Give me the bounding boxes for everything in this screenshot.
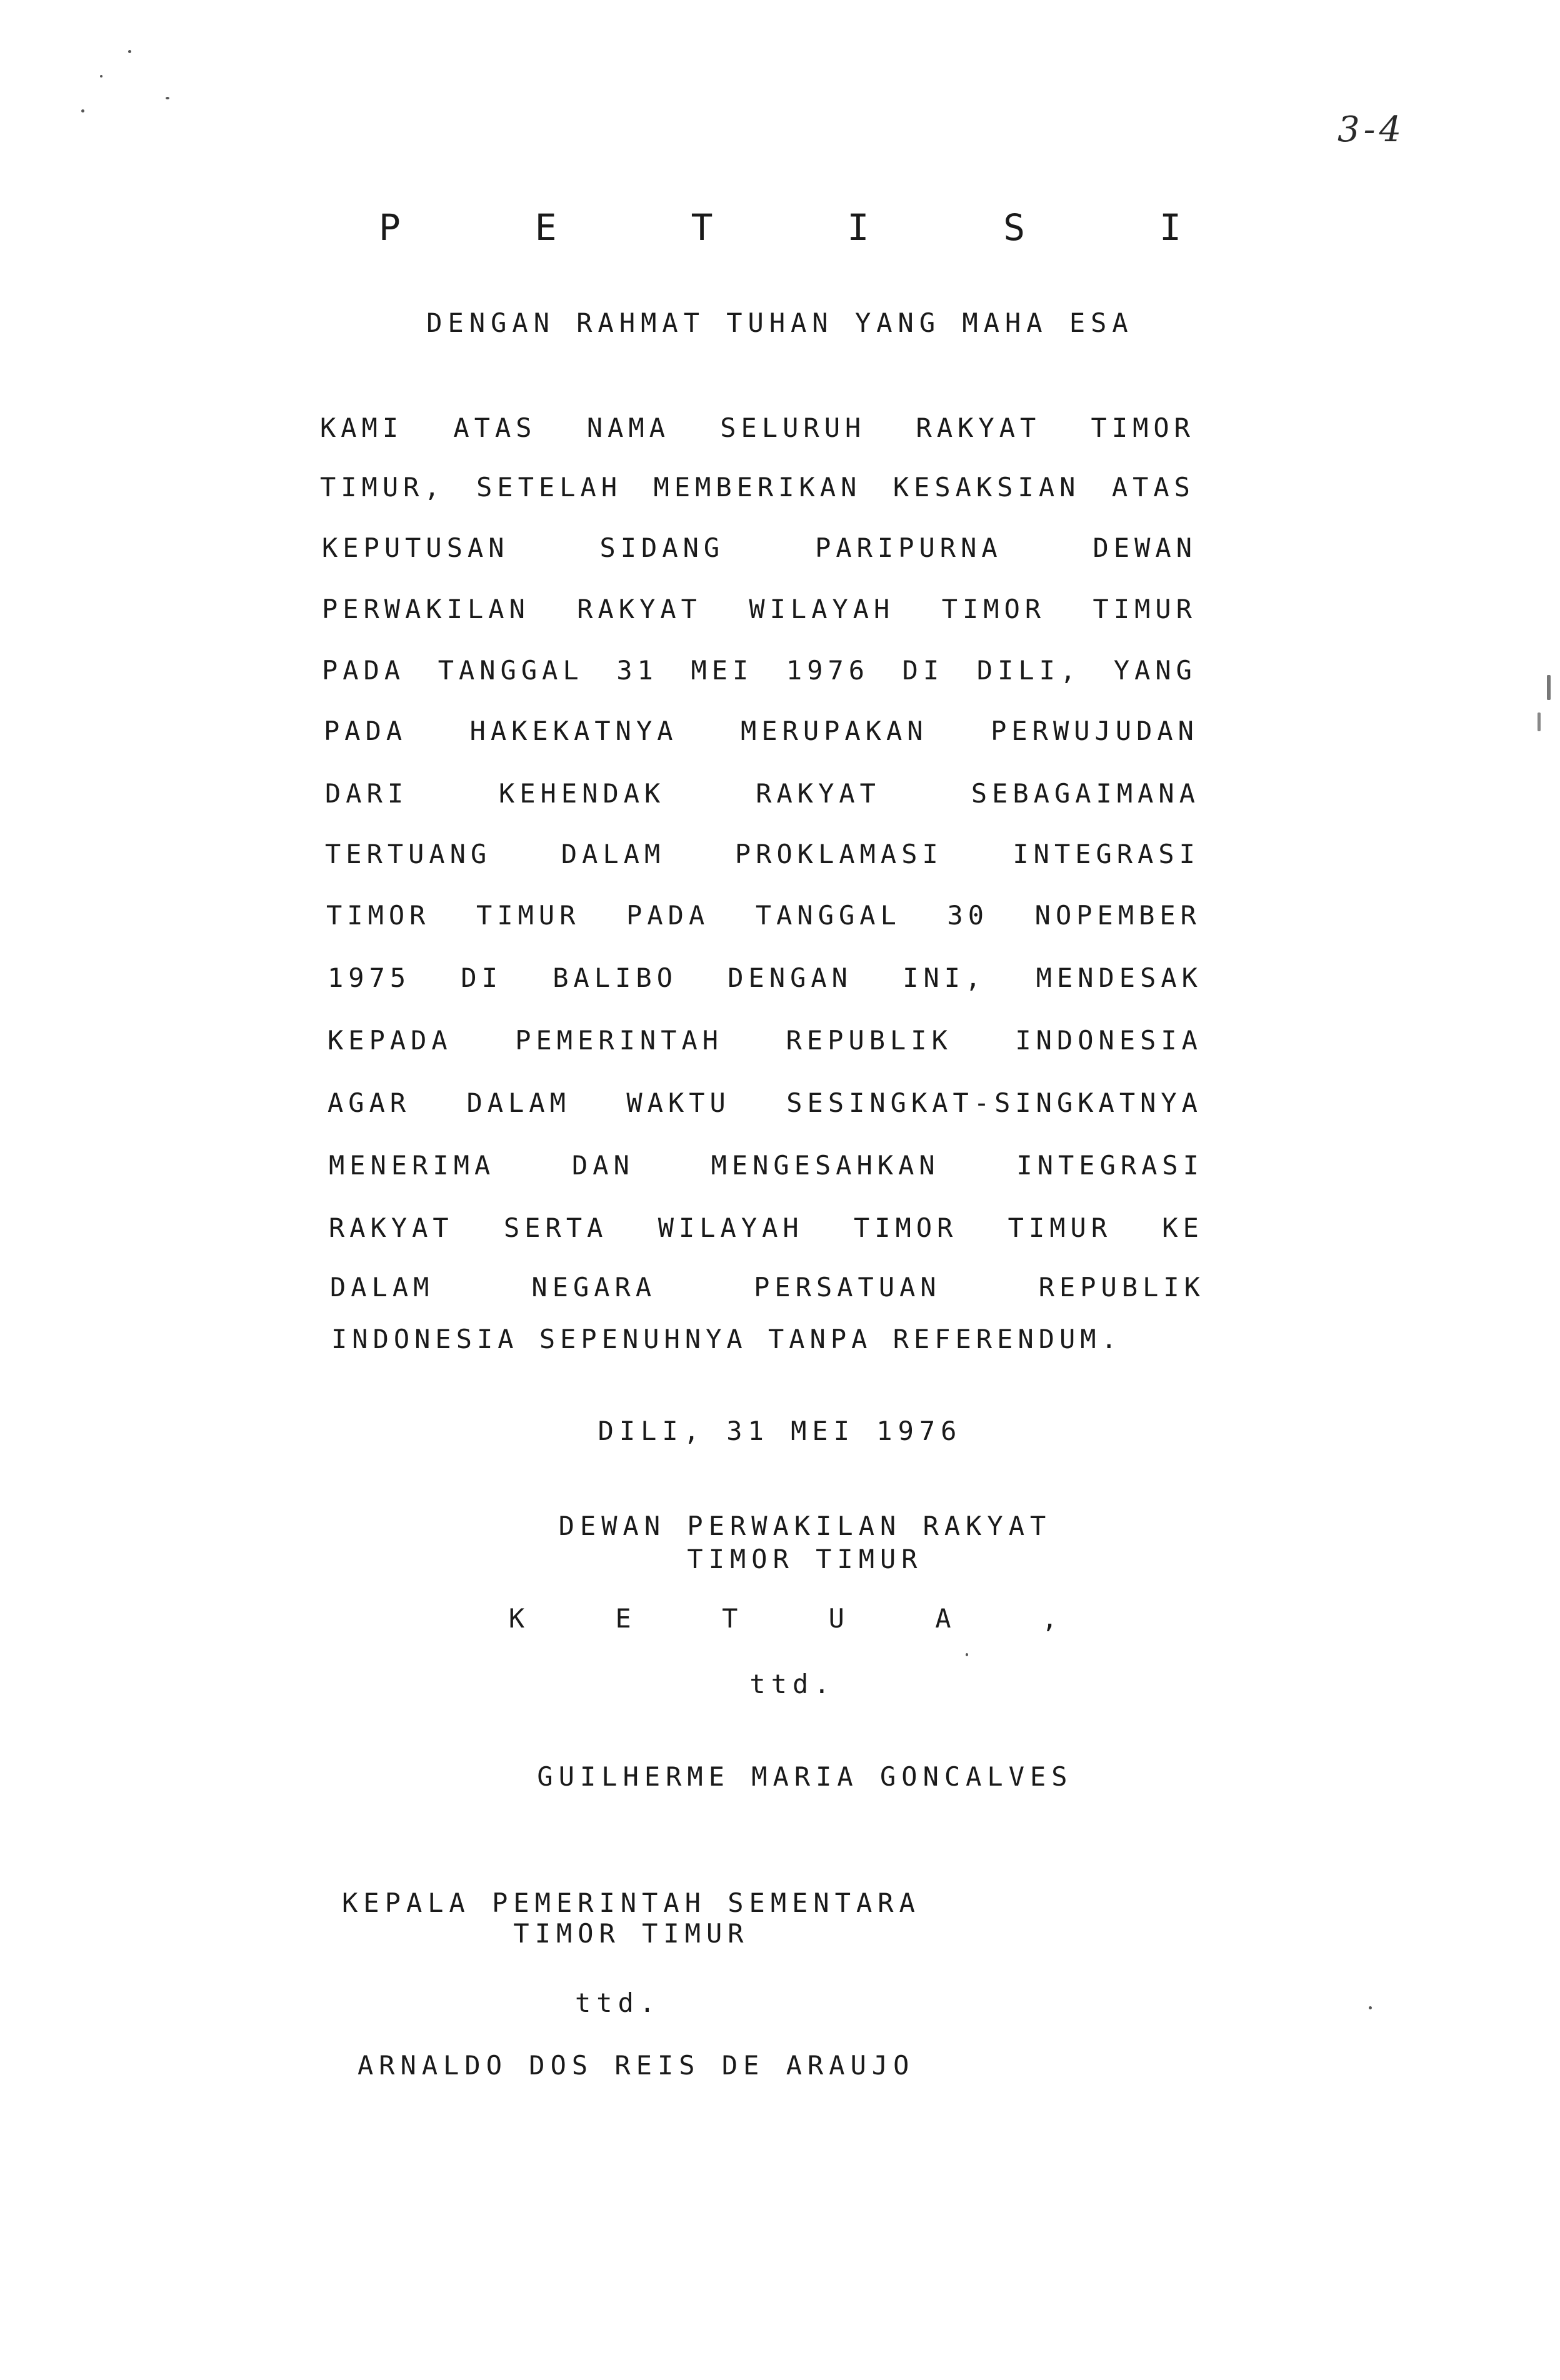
body-word: KEPADA — [328, 1025, 452, 1056]
body-word: SELURUH — [720, 412, 866, 443]
body-word: PADA — [626, 900, 710, 931]
body-word: TIMUR — [1008, 1212, 1112, 1243]
body-word: TIMUR, — [320, 472, 445, 502]
body-word: 30 — [947, 900, 989, 931]
body-word: MEMBERIKAN — [653, 472, 862, 502]
body-word: TIMOR — [1091, 412, 1195, 443]
body-word: TIMOR — [941, 594, 1046, 624]
body-word: BALIBO — [552, 962, 678, 993]
body-word: PERWUJUDAN — [991, 716, 1199, 746]
scan-speck — [1538, 712, 1541, 731]
signatory2-name: ARNALDO DOS REIS DE ARAUJO — [358, 2050, 915, 2081]
body-word: 31 — [616, 655, 658, 686]
scan-speck — [1369, 2006, 1372, 2009]
signatory1-position: K E T U A , — [508, 1603, 1096, 1634]
place-date: DILI, 31 MEI 1976 — [598, 1416, 962, 1446]
body-word: MEI — [691, 655, 754, 686]
body-line — [330, 1272, 1205, 1309]
body-word: MENGESAHKAN — [711, 1150, 940, 1181]
body-line — [328, 1088, 1202, 1125]
body-line — [328, 1025, 1202, 1062]
body-word: RAKYAT — [916, 412, 1041, 443]
document-title: P E T I S I — [378, 206, 1238, 249]
body-word: TANGGAL — [438, 655, 584, 686]
body-word: DEWAN — [1092, 532, 1197, 563]
body-word: TIMOR — [326, 900, 431, 931]
body-word: TIMOR — [853, 1212, 958, 1243]
body-word: SIDANG — [599, 532, 725, 563]
body-line — [320, 472, 1195, 509]
body-line — [325, 778, 1200, 816]
scan-speck — [128, 50, 131, 53]
scan-speck — [166, 97, 169, 99]
body-word: KESAKSIAN — [892, 472, 1081, 502]
body-word: MERUPAKAN — [741, 716, 928, 746]
body-word: DI — [461, 962, 502, 993]
body-word: MENERIMA — [329, 1150, 496, 1181]
body-word: PROKLAMASI — [734, 839, 943, 869]
body-word: INTEGRASI — [1016, 1150, 1204, 1181]
body-word: NAMA — [586, 412, 670, 443]
body-line — [320, 412, 1195, 450]
signatory1-institution-line2: TIMOR TIMUR — [687, 1544, 923, 1574]
body-word: DALAM — [330, 1272, 434, 1302]
body-word: HAKEKATNYA — [469, 716, 678, 746]
body-line-last — [331, 1324, 1206, 1361]
body-word: INDONESIA — [1015, 1025, 1202, 1056]
body-word: PADA — [324, 716, 408, 746]
scan-speck — [966, 1653, 968, 1656]
body-word: PERWAKILAN — [322, 594, 530, 624]
body-word: WILAYAH — [749, 594, 895, 624]
body-line — [326, 900, 1201, 938]
body-word: RAKYAT — [577, 594, 702, 624]
body-word: INI, — [902, 962, 986, 993]
body-word: DAN — [572, 1150, 634, 1181]
body-word: SESINGKAT-SINGKATNYA — [786, 1088, 1202, 1118]
body-word: REPUBLIK — [1038, 1272, 1205, 1302]
body-word: DALAM — [466, 1088, 571, 1118]
body-word: 1976 — [786, 655, 870, 686]
body-word: DI — [902, 655, 944, 686]
body-word: KAMI — [320, 412, 404, 443]
body-word: ATAS — [1111, 472, 1195, 502]
body-word: WILAYAH — [658, 1212, 804, 1243]
signatory1-signed: ttd. — [749, 1669, 836, 1699]
body-word: KE — [1162, 1212, 1204, 1243]
body-line — [322, 532, 1197, 570]
body-word: MENDESAK — [1036, 962, 1202, 993]
body-word: TIMUR — [476, 900, 581, 931]
body-word: DENGAN — [728, 962, 852, 993]
body-word: NEGARA — [531, 1272, 657, 1302]
signatory2-signed: ttd. — [575, 1988, 661, 2018]
body-word: TERTUANG — [325, 839, 492, 869]
body-word: PADA — [322, 655, 406, 686]
scan-speck — [100, 75, 102, 78]
signatory2-institution-line1: KEPALA PEMERINTAH SEMENTARA — [342, 1888, 921, 1918]
body-word: 1975 — [328, 962, 411, 993]
body-word: DILI, — [976, 655, 1081, 686]
body-line — [329, 1212, 1204, 1250]
scan-speck — [1547, 675, 1551, 700]
signatory2-block — [331, 1888, 931, 1949]
body-word: KEPUTUSAN — [322, 532, 509, 563]
body-word: PERSATUAN — [754, 1272, 941, 1302]
signatory1-name: GUILHERME MARIA GONCALVES — [537, 1761, 1073, 1792]
body-word: WAKTU — [626, 1088, 731, 1118]
signatory2-institution-line2: TIMOR TIMUR — [513, 1918, 749, 1949]
body-word: PARIPURNA — [815, 532, 1002, 563]
body-word: SERTA — [503, 1212, 608, 1243]
body-line — [328, 962, 1202, 1000]
body-word: KEHENDAK — [499, 778, 666, 809]
body-word: SEBAGAIMANA — [971, 778, 1200, 809]
body-word: NOPEMBER — [1034, 900, 1201, 931]
body-line — [329, 1150, 1204, 1188]
body-word: DALAM — [561, 839, 666, 869]
signatory1-institution-line1: DEWAN PERWAKILAN RAKYAT — [558, 1511, 1052, 1541]
page-number: 3-4 — [1338, 109, 1406, 150]
body-line — [322, 655, 1197, 692]
body-word: TIMUR — [1092, 594, 1197, 624]
invocation-line: DENGAN RAHMAT TUHAN YANG MAHA ESA — [426, 308, 1134, 338]
body-word: INTEGRASI — [1012, 839, 1200, 869]
body-line — [322, 594, 1197, 631]
body-word: PEMERINTAH — [515, 1025, 724, 1056]
body-word: RAKYAT — [329, 1212, 454, 1243]
body-word: REPUBLIK — [786, 1025, 952, 1056]
body-word: RAKYAT — [756, 778, 881, 809]
scan-speck — [81, 109, 84, 112]
body-word: YANG — [1113, 655, 1197, 686]
body-word: ATAS — [453, 412, 537, 443]
body-word: AGAR — [328, 1088, 411, 1118]
body-line — [324, 716, 1199, 753]
body-word: DARI — [325, 778, 409, 809]
body-line — [325, 839, 1200, 876]
body-word: SETELAH — [476, 472, 622, 502]
body-word: TANGGAL — [755, 900, 901, 931]
body-last-text: INDONESIA SEPENUHNYA TANPA REFERENDUM. — [331, 1324, 1122, 1354]
